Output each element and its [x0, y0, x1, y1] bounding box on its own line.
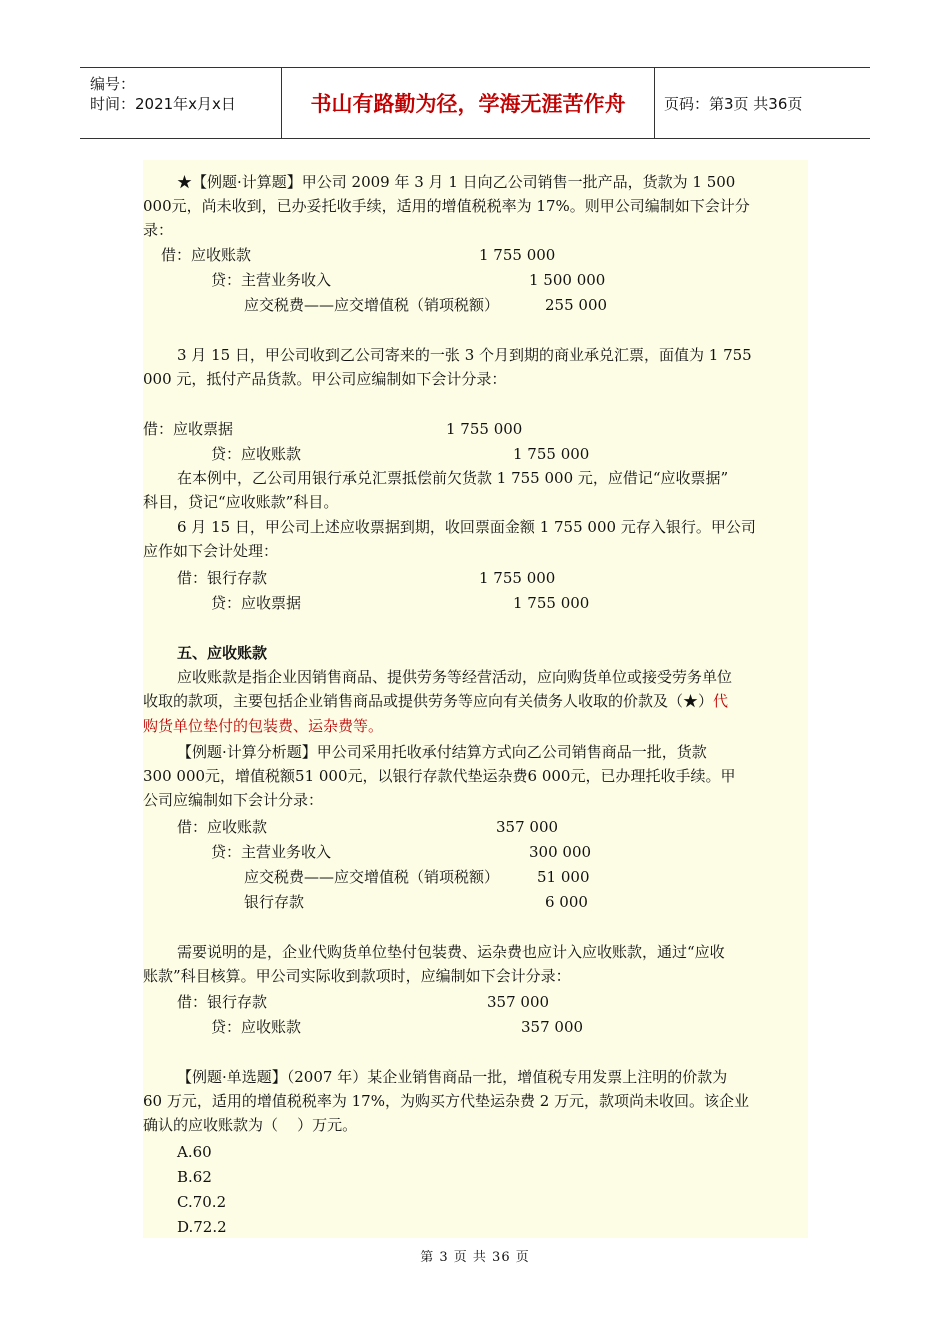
entry-amount: 357 000: [496, 818, 559, 836]
paragraph-line: 科目，贷记“应收账款”科目。: [143, 493, 339, 511]
entry-label: 贷：应收账款: [211, 1018, 302, 1036]
entry-amount: 255 000: [545, 296, 608, 314]
option-c: C.70.2: [177, 1193, 227, 1211]
entry-amount: 51 000: [537, 868, 590, 886]
entry-amount: 1 755 000: [446, 420, 523, 438]
entry-amount: 1 500 000: [529, 271, 606, 289]
entry-amount: 357 000: [521, 1018, 584, 1036]
highlight-line: 购货单位垫付的包装费、运杂费等。: [143, 717, 384, 735]
paragraph-line: 300 000元，增值税额51 000元，以银行存款代垫运杂费6 000元，已办理托收手续。甲: [143, 767, 736, 785]
paragraph-line: 在本例中，乙公司用银行承兑汇票抵偿前欠货款 1 755 000 元，应借记“应收票据”: [177, 469, 729, 487]
paragraph-text: 收取的款项，主要包括企业销售商品或提供劳务等应向有关债务人收取的价款及（★）: [143, 692, 714, 710]
number-label: 编号：: [90, 75, 136, 93]
paragraph-line: 应收账款是指企业因销售商品、提供劳务等经营活动，应向购货单位或接受劳务单位: [177, 668, 733, 686]
option-a: A.60: [177, 1143, 212, 1161]
paragraph-line: 需要说明的是，企业代购货单位垫付包装费、运杂费也应计入应收账款，通过“应收: [177, 943, 725, 961]
header-motto: 书山有路勤为径，学海无涯苦作舟: [282, 68, 655, 138]
entry-label: 银行存款: [244, 893, 305, 911]
entry-label: 贷：主营业务收入: [211, 271, 332, 289]
entry-label: 贷：主营业务收入: [211, 843, 332, 861]
entry-amount: 357 000: [487, 993, 550, 1011]
entry-amount: 1 755 000: [479, 569, 556, 587]
section-heading: 五、应收账款: [177, 644, 268, 662]
time-label: 时间：2021年x月x日: [90, 95, 236, 113]
entry-label: 贷：应收账款: [211, 445, 302, 463]
header-page-label: 页码：第3页 共36页: [664, 94, 803, 113]
entry-amount: 300 000: [529, 843, 592, 861]
content-panel: [143, 160, 808, 1238]
paragraph-line: 应作如下会计处理：: [143, 542, 279, 560]
paragraph-line: 【例题·计算分析题】甲公司采用托收承付结算方式向乙公司销售商品一批，货款: [177, 743, 707, 761]
paragraph-line: 6 月 15 日，甲公司上述应收票据到期，收回票面金额 1 755 000 元存入银行。甲公司: [177, 518, 756, 536]
question-line: 60 万元，适用的增值税税率为 17%，为购买方代垫运杂费 2 万元，款项尚未收回。该企业: [143, 1092, 750, 1110]
entry-amount: 6 000: [545, 893, 588, 911]
entry-label: 贷：应收票据: [211, 594, 302, 612]
document-header: [80, 67, 870, 139]
paragraph-line: ★【例题·计算题】甲公司 2009 年 3 月 1 日向乙公司销售一批产品，货款为 1 500: [177, 173, 736, 191]
paragraph-line: 公司应编制如下会计分录：: [143, 791, 324, 809]
entry-label: 应交税费——应交增值税（销项税额）: [244, 868, 500, 886]
paragraph-line: 账款”科目核算。甲公司实际收到款项时，应编制如下会计分录：: [143, 967, 571, 985]
paragraph-line: 录：: [143, 221, 174, 239]
entry-label: 借：应收账款: [161, 246, 252, 264]
paragraph-line: [143, 689, 728, 713]
entry-label: 借：应收账款: [177, 818, 268, 836]
paragraph-line: 000元，尚未收到，已办妥托收手续，适用的增值税税率为 17%。则甲公司编制如下会计分: [143, 197, 750, 215]
page-footer: 第 3 页 共 36 页: [420, 1250, 530, 1265]
question-line: 确认的应收账款为（ ）万元。: [143, 1116, 358, 1134]
highlight-text: 代: [713, 692, 729, 710]
entry-label: 应交税费——应交增值税（销项税额）: [244, 296, 500, 314]
entry-amount: 1 755 000: [513, 594, 590, 612]
header-meta: [80, 68, 282, 138]
entry-label: 借：银行存款: [177, 993, 268, 1011]
entry-amount: 1 755 000: [513, 445, 590, 463]
option-b: B.62: [177, 1168, 212, 1186]
paragraph-line: 3 月 15 日，甲公司收到乙公司寄来的一张 3 个月到期的商业承兑汇票，面值为 1 755: [177, 346, 752, 364]
option-d: D.72.2: [177, 1218, 227, 1236]
entry-label: 借：银行存款: [177, 569, 268, 587]
entry-label: 借：应收票据: [143, 420, 234, 438]
paragraph-line: 000 元，抵付产品货款。甲公司应编制如下会计分录：: [143, 370, 507, 388]
question-line: 【例题·单选题】（2007 年）某企业销售商品一批，增值税专用发票上注明的价款为: [177, 1068, 728, 1086]
entry-amount: 1 755 000: [479, 246, 556, 264]
